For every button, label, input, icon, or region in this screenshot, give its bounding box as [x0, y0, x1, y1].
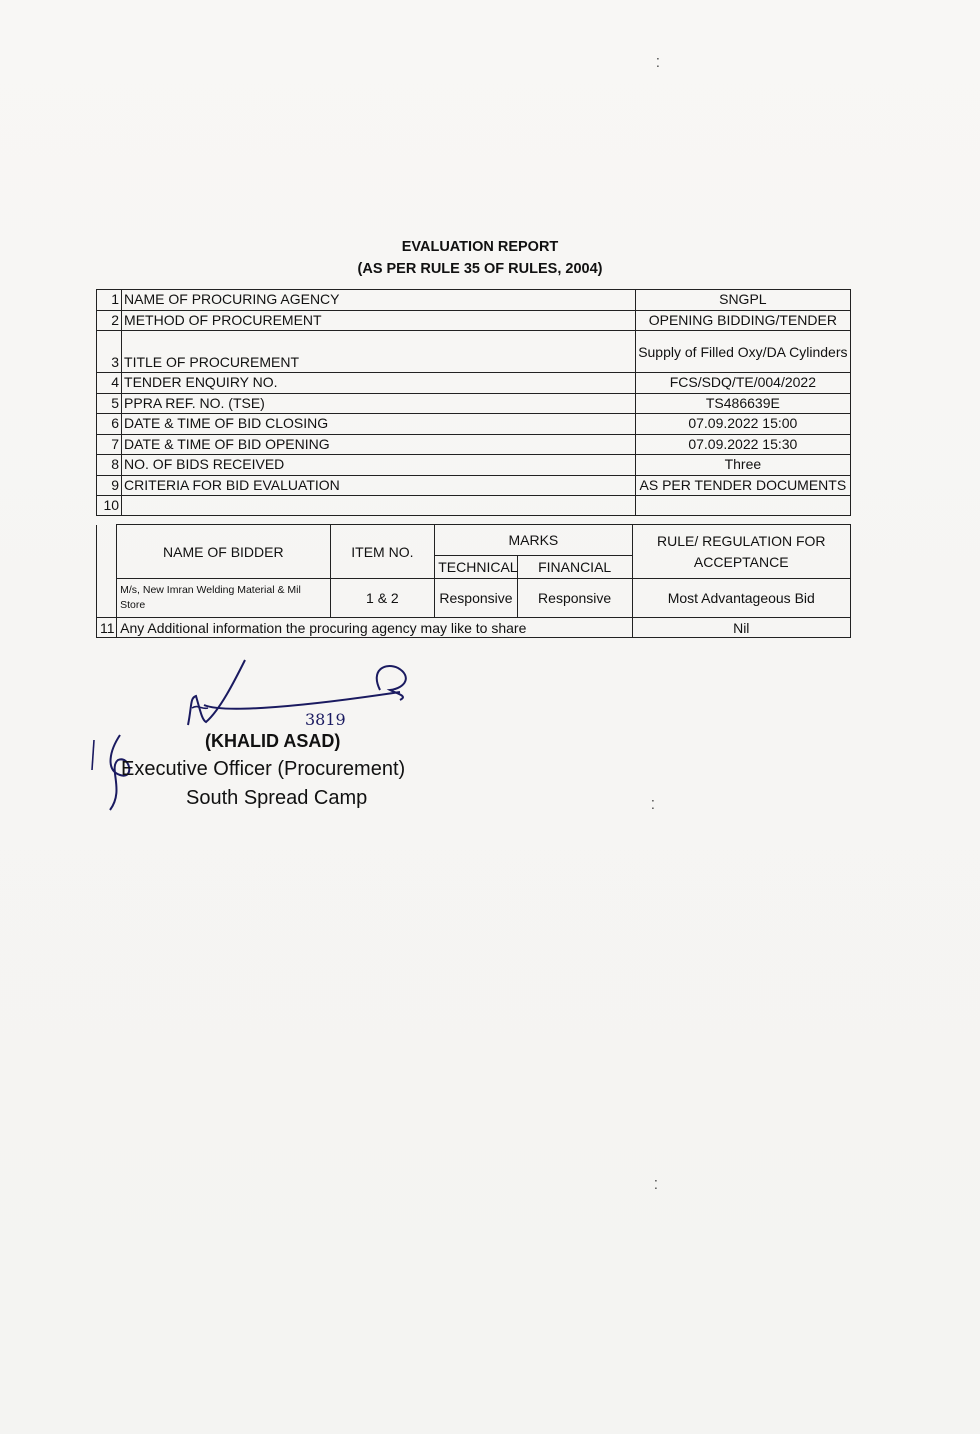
signature-number: 3819 — [305, 710, 346, 729]
row-label: NO. OF BIDS RECEIVED — [122, 455, 636, 476]
additional-info-label: Any Additional information the procuring agency may like to share — [117, 618, 632, 638]
additional-info-row — [97, 618, 851, 638]
info-row — [97, 455, 851, 476]
row-label: DATE & TIME OF BID CLOSING — [122, 414, 636, 435]
row-number: 4 — [97, 373, 122, 394]
row-value: Supply of Filled Oxy/DA Cylinders — [635, 331, 850, 373]
row-value: SNGPL — [635, 290, 850, 311]
row-number: 11 — [97, 618, 117, 638]
scan-mark: ⁚ — [651, 798, 655, 812]
additional-info-value: Nil — [632, 618, 850, 638]
bidder-financial: Responsive — [517, 579, 632, 618]
row-value: AS PER TENDER DOCUMENTS — [635, 475, 850, 496]
bidder-row — [97, 579, 851, 618]
info-row — [97, 414, 851, 435]
signatory-name: (KHALID ASAD) — [205, 731, 341, 751]
info-row — [97, 373, 851, 394]
row-number: 7 — [97, 434, 122, 455]
marks-column-header: MARKS — [435, 525, 632, 556]
info-row — [97, 331, 851, 373]
row-value: TS486639E — [635, 393, 850, 414]
row-number: 2 — [97, 310, 122, 331]
row-label: NAME OF PROCURING AGENCY — [122, 290, 636, 311]
bidder-name: M/s, New Imran Welding Material & Mil Store — [117, 579, 330, 618]
row-number: 10 — [97, 496, 122, 516]
row-number: 9 — [97, 475, 122, 496]
row-label: PPRA REF. NO. (TSE) — [122, 393, 636, 414]
row-value: FCS/SDQ/TE/004/2022 — [635, 373, 850, 394]
signatory-office: South Spread Camp — [186, 787, 368, 809]
technical-column-header: TECHNICAL — [435, 556, 518, 579]
info-row — [97, 434, 851, 455]
bidder-column-header: NAME OF BIDDER — [117, 525, 330, 579]
row-value: OPENING BIDDING/TENDER — [635, 310, 850, 331]
info-row — [97, 393, 851, 414]
info-row — [97, 475, 851, 496]
procurement-info-table — [96, 289, 851, 516]
info-row — [97, 310, 851, 331]
row-label: TITLE OF PROCUREMENT — [122, 331, 636, 373]
row-label: TENDER ENQUIRY NO. — [122, 373, 636, 394]
item-column-header: ITEM NO. — [330, 525, 435, 579]
row-value: Three — [635, 455, 850, 476]
row-value: 07.09.2022 15:00 — [635, 414, 850, 435]
row-number: 1 — [97, 290, 122, 311]
financial-column-header: FINANCIAL — [517, 556, 632, 579]
row-number-cell — [97, 525, 117, 618]
bidder-evaluation-table — [96, 524, 851, 638]
bidder-item: 1 & 2 — [330, 579, 435, 618]
report-title: EVALUATION REPORT — [401, 239, 559, 255]
row-value: 07.09.2022 15:30 — [635, 434, 850, 455]
report-subtitle: (AS PER RULE 35 OF RULES, 2004) — [357, 261, 603, 277]
row-number: 3 — [97, 331, 122, 373]
row-number: 8 — [97, 455, 122, 476]
report-heading — [0, 236, 960, 280]
scan-mark: ⁚ — [654, 1178, 658, 1192]
scan-mark: ⁚ — [656, 56, 660, 70]
rule-column-header: RULE/ REGULATION FOR ACCEPTANCE — [632, 525, 850, 579]
info-row — [97, 290, 851, 311]
info-row — [97, 496, 851, 516]
row-number: 6 — [97, 414, 122, 435]
bidder-technical: Responsive — [435, 579, 518, 618]
row-label: CRITERIA FOR BID EVALUATION — [122, 475, 636, 496]
row-label: METHOD OF PROCUREMENT — [122, 310, 636, 331]
row-label — [122, 496, 636, 516]
row-number: 5 — [97, 393, 122, 414]
signatory-title: Executive Officer (Procurement) — [121, 758, 406, 780]
row-value — [635, 496, 850, 516]
bid-header-row — [97, 525, 851, 556]
bidder-rule: Most Advantageous Bid — [632, 579, 850, 618]
row-label: DATE & TIME OF BID OPENING — [122, 434, 636, 455]
